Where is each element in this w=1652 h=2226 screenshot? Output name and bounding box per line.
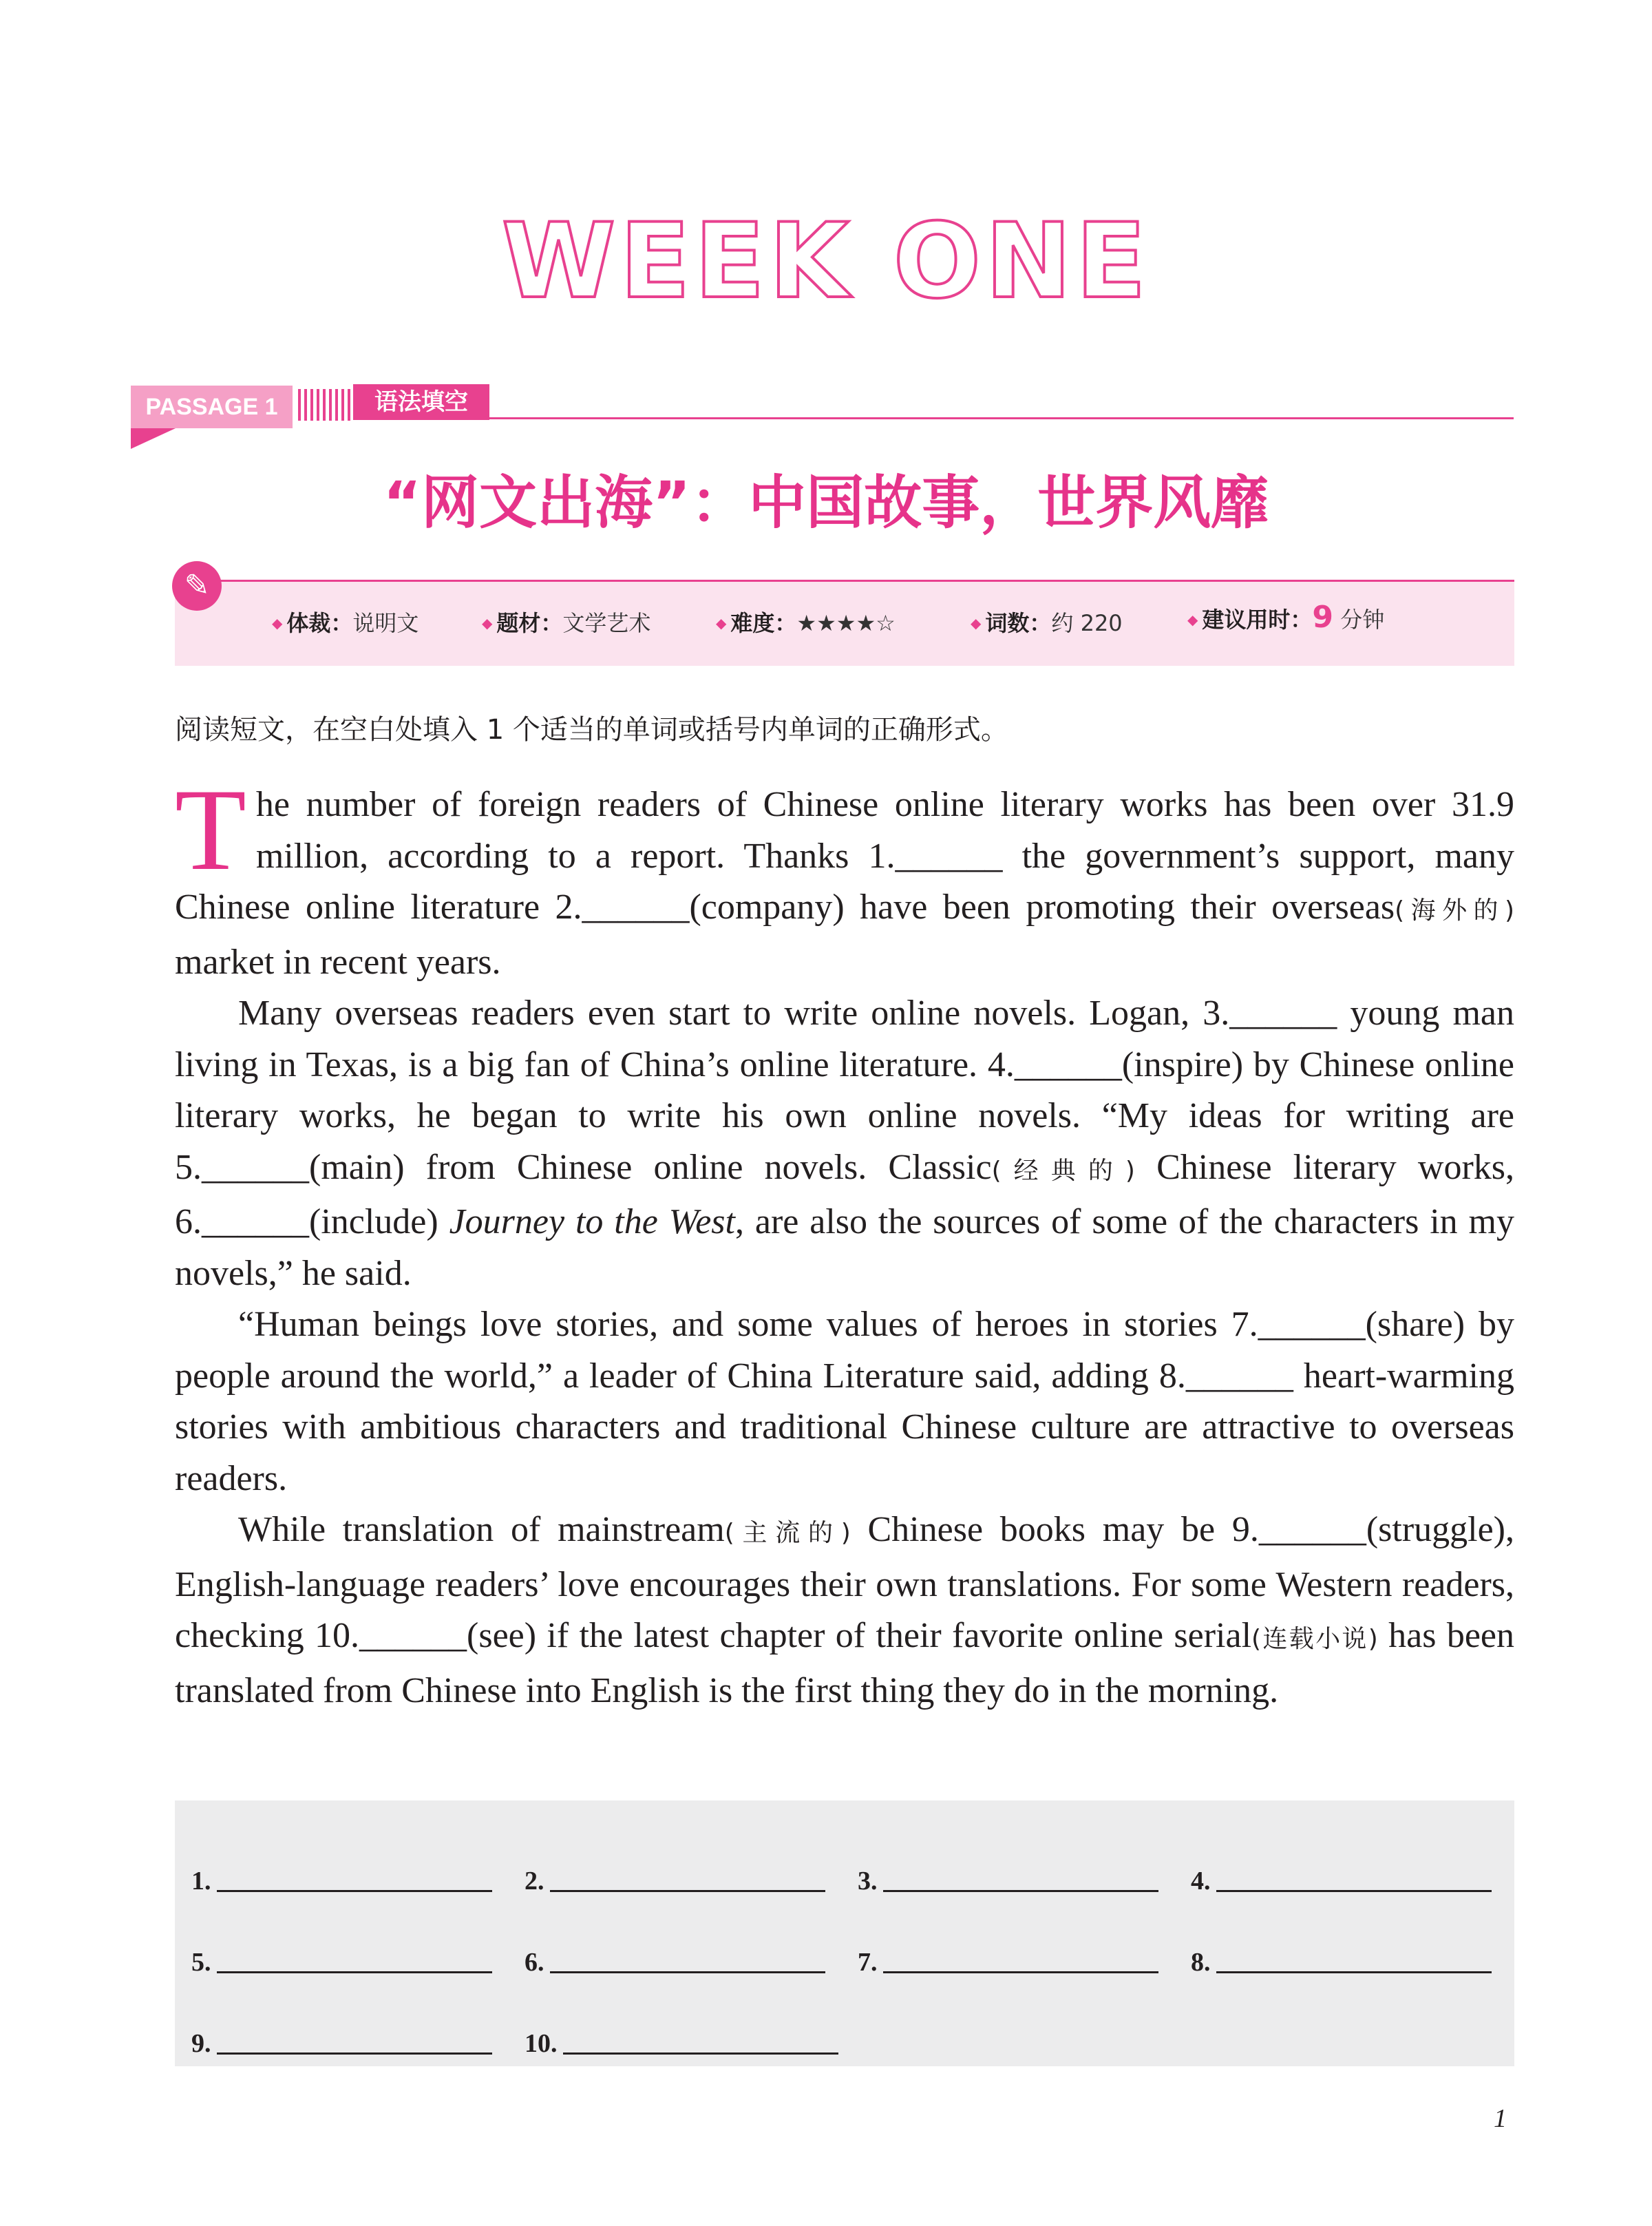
p2-text-a: Many overseas readers even start to write online novels. Logan, 3.______ young man living in Texas, is a big fan of China’s online literature. 4.______(inspire) by Chinese online literary works, he began to write his own online novels. “My ideas for writing are 5.______(main) from Chinese online novels. Classic	[175, 994, 1514, 1187]
answer-number: 2.	[525, 1867, 544, 1896]
answer-blank-10[interactable]	[525, 2030, 838, 2057]
p4-text-a: While translation of mainstream	[238, 1510, 725, 1549]
info-difficulty-label: 难度：	[730, 610, 797, 636]
pencil-edit-icon: ✎	[172, 561, 222, 611]
answer-number: 9.	[191, 2029, 211, 2058]
info-genre-value: 说明文	[352, 610, 419, 636]
decorative-stripes	[298, 389, 353, 421]
info-topic: ◆ 题材：文学艺术	[482, 610, 651, 636]
answer-line[interactable]	[550, 1949, 825, 1973]
answer-line[interactable]	[883, 1949, 1158, 1973]
answer-line[interactable]	[550, 1868, 825, 1892]
p3-text: “Human beings love stories, and some values of heroes in stories 7.______(share) by people around the world,” a leader of China Literature said, adding 8.______ heart-warming stories with ambitious characters and traditional Chinese culture are attractive to overseas readers.	[175, 1305, 1514, 1498]
passage-tag-ribbon	[131, 428, 176, 449]
week-title: WEEK ONE	[501, 202, 1151, 322]
paragraph-1	[175, 765, 1514, 988]
info-suggested-time: ◆ 建议用时：9 分钟	[1187, 600, 1385, 635]
answer-number: 1.	[191, 1867, 211, 1896]
gloss-classic: (经典的)	[991, 1156, 1135, 1185]
answer-blank-7[interactable]	[858, 1949, 1158, 1976]
answer-blank-6[interactable]	[525, 1949, 825, 1976]
p2-text-c: , are also the sources of some of the characters in my novels,” he said.	[175, 1202, 1514, 1293]
info-word-count: ◆ 词数：约 220	[971, 610, 1123, 636]
answer-line[interactable]	[1216, 1949, 1492, 1973]
info-genre: ◆ 体裁：说明文	[272, 610, 419, 636]
p4-text-c: has been translated from Chinese into English is the first thing they do in the morning.	[175, 1616, 1514, 1710]
answer-number: 6.	[525, 1948, 544, 1977]
answer-number: 4.	[1191, 1867, 1211, 1896]
answer-line[interactable]	[217, 1949, 492, 1973]
difficulty-stars: ★★★★☆	[796, 610, 896, 636]
paragraph-3	[175, 1299, 1514, 1504]
info-time-unit: 分钟	[1333, 607, 1385, 633]
p1-text-a: he number of foreign readers of Chinese online literary works has been over 31.9 million, according to a report. Thanks 1.______ the government’s support, many Chinese online literature 2.______(company) have been promoting their overseas	[175, 785, 1514, 927]
passage-body	[175, 765, 1514, 1716]
header-divider	[489, 417, 1514, 419]
gloss-overseas: (海外的)	[1395, 896, 1514, 925]
page-number: 1	[1494, 2104, 1507, 2133]
exercise-type-tag: 语法填空	[353, 384, 489, 420]
answer-number: 3.	[858, 1867, 878, 1896]
drop-cap: T	[175, 765, 246, 894]
info-words-label: 词数：	[985, 610, 1052, 636]
paragraph-2	[175, 988, 1514, 1299]
gloss-serial: (连载小说)	[1251, 1625, 1378, 1653]
passage-tag: PASSAGE 1	[131, 386, 293, 428]
info-difficulty: ◆ 难度：★★★★☆	[716, 610, 896, 636]
info-divider	[220, 580, 1514, 582]
info-genre-label: 体裁：	[286, 610, 353, 636]
p1-text-b: market in recent years.	[175, 942, 501, 982]
instruction: 阅读短文，在空白处填入 1 个适当的单词或括号内单词的正确形式。	[175, 714, 1008, 746]
answer-blank-1[interactable]	[191, 1867, 492, 1895]
answer-line[interactable]	[1216, 1868, 1492, 1892]
answer-blank-8[interactable]	[1191, 1949, 1492, 1976]
info-topic-label: 题材：	[496, 610, 563, 636]
passage-title: “网文出海”：中国故事，世界风靡	[383, 469, 1269, 536]
info-words-value: 约 220	[1051, 610, 1123, 636]
answer-blank-4[interactable]	[1191, 1867, 1492, 1895]
info-topic-value: 文学艺术	[562, 610, 651, 636]
answer-line[interactable]	[883, 1868, 1158, 1892]
p4-text-b: Chinese books may be 9.______(struggle), English-language readers’ love encourages their own translations. For some Western readers, checking 10.______(see) if the latest chapter of their favorite online serial	[175, 1510, 1514, 1655]
book-title: Journey to the West	[449, 1202, 735, 1241]
answer-box	[175, 1800, 1514, 2066]
answer-blank-3[interactable]	[858, 1867, 1158, 1895]
gloss-mainstream: (主流的)	[724, 1519, 851, 1547]
p2-text-b: Chinese literary works, 6.______(include)	[175, 1147, 1514, 1241]
info-time-label: 建议用时：	[1202, 607, 1313, 633]
answer-blank-2[interactable]	[525, 1867, 825, 1895]
answer-number: 10.	[525, 2029, 558, 2058]
answer-number: 7.	[858, 1948, 878, 1977]
answer-line[interactable]	[563, 2030, 838, 2055]
answer-number: 8.	[1191, 1948, 1211, 1977]
info-time-number: 9	[1312, 600, 1334, 635]
answer-blank-5[interactable]	[191, 1949, 492, 1976]
answer-line[interactable]	[217, 2030, 492, 2055]
answer-line[interactable]	[217, 1868, 492, 1892]
answer-number: 5.	[191, 1948, 211, 1977]
answer-blank-9[interactable]	[191, 2030, 492, 2057]
paragraph-4	[175, 1504, 1514, 1716]
